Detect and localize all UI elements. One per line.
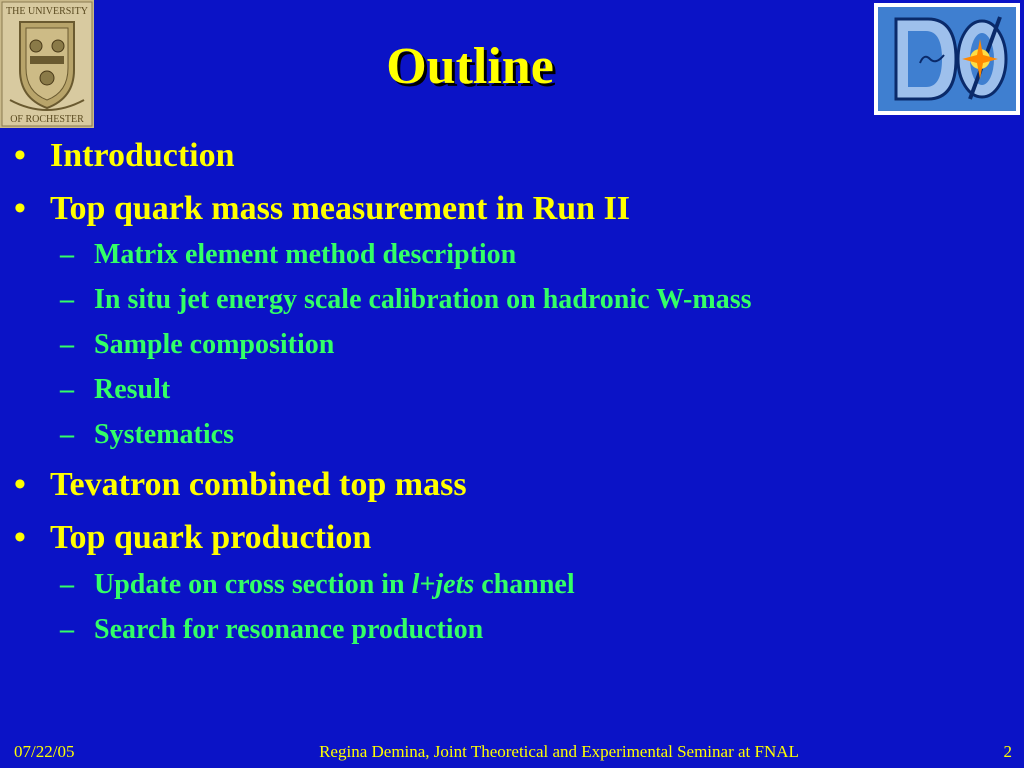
dash-glyph: – [60, 239, 74, 270]
bullet-text: Introduction [50, 137, 235, 174]
bullet-glyph: • [14, 519, 26, 556]
dash-glyph: – [60, 614, 74, 645]
bullet-glyph: • [14, 190, 26, 227]
sub-bullet-item [60, 568, 575, 602]
bullet-item [14, 465, 467, 505]
bullet-glyph: • [14, 137, 26, 174]
dash-glyph: – [60, 569, 74, 600]
sub-bullet-item [60, 613, 483, 647]
bullet-text: Top quark production [50, 519, 372, 556]
footer-date: 07/22/05 [14, 742, 75, 761]
logo-left-line2: OF ROCHESTER [10, 114, 84, 125]
sub-bullet-item [60, 328, 334, 362]
logo-left-line1: THE UNIVERSITY [6, 6, 88, 17]
sub-bullet-text: Systematics [94, 419, 234, 450]
sub-bullet-text: Matrix element method description [94, 239, 517, 270]
sub-bullet-text-pre: Update on cross section in [94, 569, 412, 600]
dash-glyph: – [60, 374, 74, 405]
sub-bullet-text: Sample composition [94, 329, 335, 360]
sub-bullet-item [60, 373, 170, 407]
sub-bullet-text-italic: l+jets [411, 569, 475, 600]
bullet-text: Tevatron combined top mass [50, 466, 467, 503]
sub-bullet-item [60, 238, 516, 272]
dash-glyph: – [60, 419, 74, 450]
sub-bullet-item [60, 283, 751, 317]
bullet-text: Top quark mass measurement in Run II [50, 190, 631, 227]
dash-glyph: – [60, 284, 74, 315]
sub-bullet-text: Result [94, 374, 171, 405]
sub-bullet-item [60, 418, 234, 452]
bullet-item [14, 518, 371, 558]
bullet-glyph: • [14, 466, 26, 503]
sub-bullet-text: Search for resonance production [94, 614, 484, 645]
footer-page-number: 2 [1003, 742, 1012, 761]
sub-bullet-text-post: channel [474, 569, 575, 600]
bullet-item [14, 189, 630, 229]
footer-center-text: Regina Demina, Joint Theoretical and Experimental Seminar at FNAL [319, 742, 799, 761]
slide-title: Outline [386, 38, 554, 95]
sub-bullet-text: In situ jet energy scale calibration on hadronic W-mass [94, 284, 752, 315]
bullet-item [14, 136, 235, 176]
dash-glyph: – [60, 329, 74, 360]
